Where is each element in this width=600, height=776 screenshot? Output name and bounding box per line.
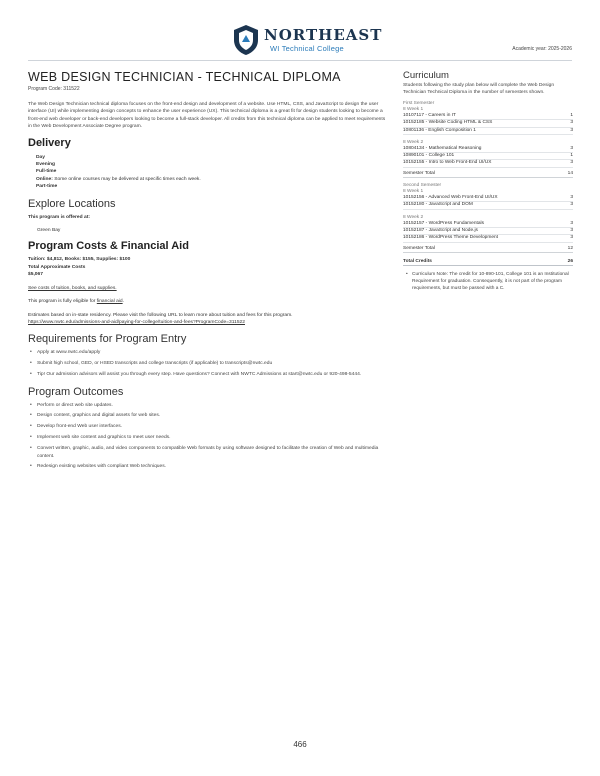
offered-at-label: This program is offered at: xyxy=(28,214,90,220)
delivery-item-online xyxy=(36,176,388,183)
course-row: 10804134 - Mathematical Reasoning 3 xyxy=(403,146,573,153)
outcomes-heading: Program Outcomes xyxy=(28,385,124,398)
curriculum-notes xyxy=(403,271,573,292)
outcome-item: • Perform or direct web site updates. xyxy=(28,402,388,409)
curriculum-column xyxy=(403,70,573,292)
locations-heading: Explore Locations xyxy=(28,197,116,210)
delivery-item: Day xyxy=(36,154,45,160)
delivery-item: Part-time xyxy=(36,184,58,190)
header-divider xyxy=(28,60,572,61)
week-label: 8 Week 1 xyxy=(403,107,424,112)
costs-heading: Program Costs & Financial Aid xyxy=(28,240,189,253)
academic-year: Academic year: 2025-2026 xyxy=(512,46,572,52)
semester-title: First Semester xyxy=(403,101,435,106)
eligible-text: This program is fully eligible for xyxy=(28,299,97,305)
delivery-list xyxy=(28,154,388,191)
online-text: Some online courses may be delivered at specific times each week. xyxy=(52,176,201,182)
course-row: 10152180 - JavaScript and DOM 3 xyxy=(403,202,573,209)
delivery-item: Evening xyxy=(36,162,56,168)
requirement-item: • Submit high school, GED, or HSED transcripts and college transcripts (if applicable) to transcripts@nwtc.edu xyxy=(28,360,388,367)
outcome-item: • Implement web site content and graphics to meet user needs. xyxy=(28,434,388,441)
page-number: 466 xyxy=(293,740,307,749)
program-title: WEB DESIGN TECHNICIAN - TECHNICAL DIPLOMA xyxy=(28,70,341,84)
outcome-item: • Redesign existing websites with compliant Web techniques. xyxy=(28,463,388,470)
curriculum-heading: Curriculum xyxy=(403,70,449,81)
logo-wordmark: NORTHEAST xyxy=(264,26,383,44)
semester-total-row: Semester Total 14 xyxy=(403,171,573,178)
main-column xyxy=(28,70,388,474)
week-label: 8 Week 1 xyxy=(403,189,424,195)
requirement-item: • Apply at www.nwtc.edu/apply xyxy=(28,349,388,356)
delivery-item: Full-time xyxy=(36,169,57,175)
college-logo xyxy=(232,24,383,56)
second-semester xyxy=(403,183,573,253)
course-row: 10107117 - Careers in IT 1 xyxy=(403,113,573,120)
curriculum-intro: Students following the study plan below will complete the Web Design Technician Technical Diploma in the number of semesters shown. xyxy=(403,83,555,95)
course-row: 10152187 - JavaScript and Node.js 3 xyxy=(403,228,573,235)
campus-name: Green Bay xyxy=(37,228,61,234)
course-row: 10152156 - Advanced Web Front-End UI/UX 3 xyxy=(403,195,573,202)
outcome-item: • Develop front-end Web user interfaces. xyxy=(28,423,388,430)
week-label: 8 Week 2 xyxy=(403,214,424,220)
program-description: The Web Design Technician technical diploma focuses on the front-end design and development of a website. Use HTML, CSS, and JavaScript to design the user interface (UI) while implementing design concepts to enhance the user experience (UX). This technical diploma is a great fit for design students looking to become a front-end web developer or back-end developers looking to become a full-stack developer. All credits from this technical diploma can be applied to meet requirements in the Web Development Associate Degree program. xyxy=(28,102,386,130)
outcome-item: • Design content, graphics and digital assets for web sites. xyxy=(28,412,388,419)
costs-link[interactable]: See costs of tuition, books, and supplies. xyxy=(28,285,117,291)
tuition-url-link[interactable]: https://www.nwtc.edu/admissions-and-aid/paying-for-college/tuition-and-fees?ProgramCode=311522 xyxy=(28,319,245,325)
eligible-suffix: . xyxy=(122,299,124,305)
requirement-item: • Tip! Our admission advisors will assist you through every step. Have questions? Connect with NWTC Admissions at start@nwtc.edu or 920-498-5444. xyxy=(28,371,388,378)
tuition-breakdown: Tuition: $4,812, Books: $155, Supplies: $100 xyxy=(28,257,131,263)
delivery-heading: Delivery xyxy=(28,136,71,149)
semester-total-row: Semester Total 12 xyxy=(403,246,573,253)
logo-subtitle: WI Technical College xyxy=(270,44,344,53)
online-label: Online: xyxy=(36,176,53,182)
course-row: 10890101 - College 101 1 xyxy=(403,153,573,160)
course-row: 10152185 - Website Coding HTML & CSS 3 xyxy=(403,120,573,127)
total-costs-value: $5,067 xyxy=(28,272,43,278)
program-code: Program Code: 311522 xyxy=(28,86,80,92)
financial-aid-link[interactable]: financial aid xyxy=(96,299,123,305)
total-credits-row: Total Credits 26 xyxy=(403,259,573,266)
course-row: 10801136 - English Composition 1 3 xyxy=(403,128,573,135)
course-row: 10152157 - WordPress Fundamentals 3 xyxy=(403,221,573,228)
total-costs-label: Total Approximate Costs xyxy=(28,264,86,270)
financial-aid-line xyxy=(28,298,388,305)
course-row: 10152155 - Intro to Web Front-End UI/UX 3 xyxy=(403,160,573,167)
requirements-list xyxy=(28,349,388,378)
outcome-item: • Convert written, graphic, audio, and video components to compatible Web formats by using software designed to facilitate the creation of Web and multimedia content. xyxy=(28,445,388,460)
week-label: 8 Week 2 xyxy=(403,139,424,145)
shield-logo-icon xyxy=(232,24,260,56)
semester-title: Second Semester xyxy=(403,183,442,189)
first-semester xyxy=(403,101,573,178)
requirements-heading: Requirements for Program Entry xyxy=(28,333,187,346)
curriculum-note: • Curriculum Note: The credit for 10-890-101, College 101 is an Institutional Requirement for graduation. Consequently, it is not part of the program requirements, but must be passed with a C. xyxy=(403,271,573,292)
outcomes-list xyxy=(28,402,388,471)
estimates-note: Estimates based on in-state residency. Please visit the following URL to learn more about tuition and fees for this program. xyxy=(28,312,293,318)
course-row: 10152186 - WordPress Theme Development 3 xyxy=(403,235,573,242)
